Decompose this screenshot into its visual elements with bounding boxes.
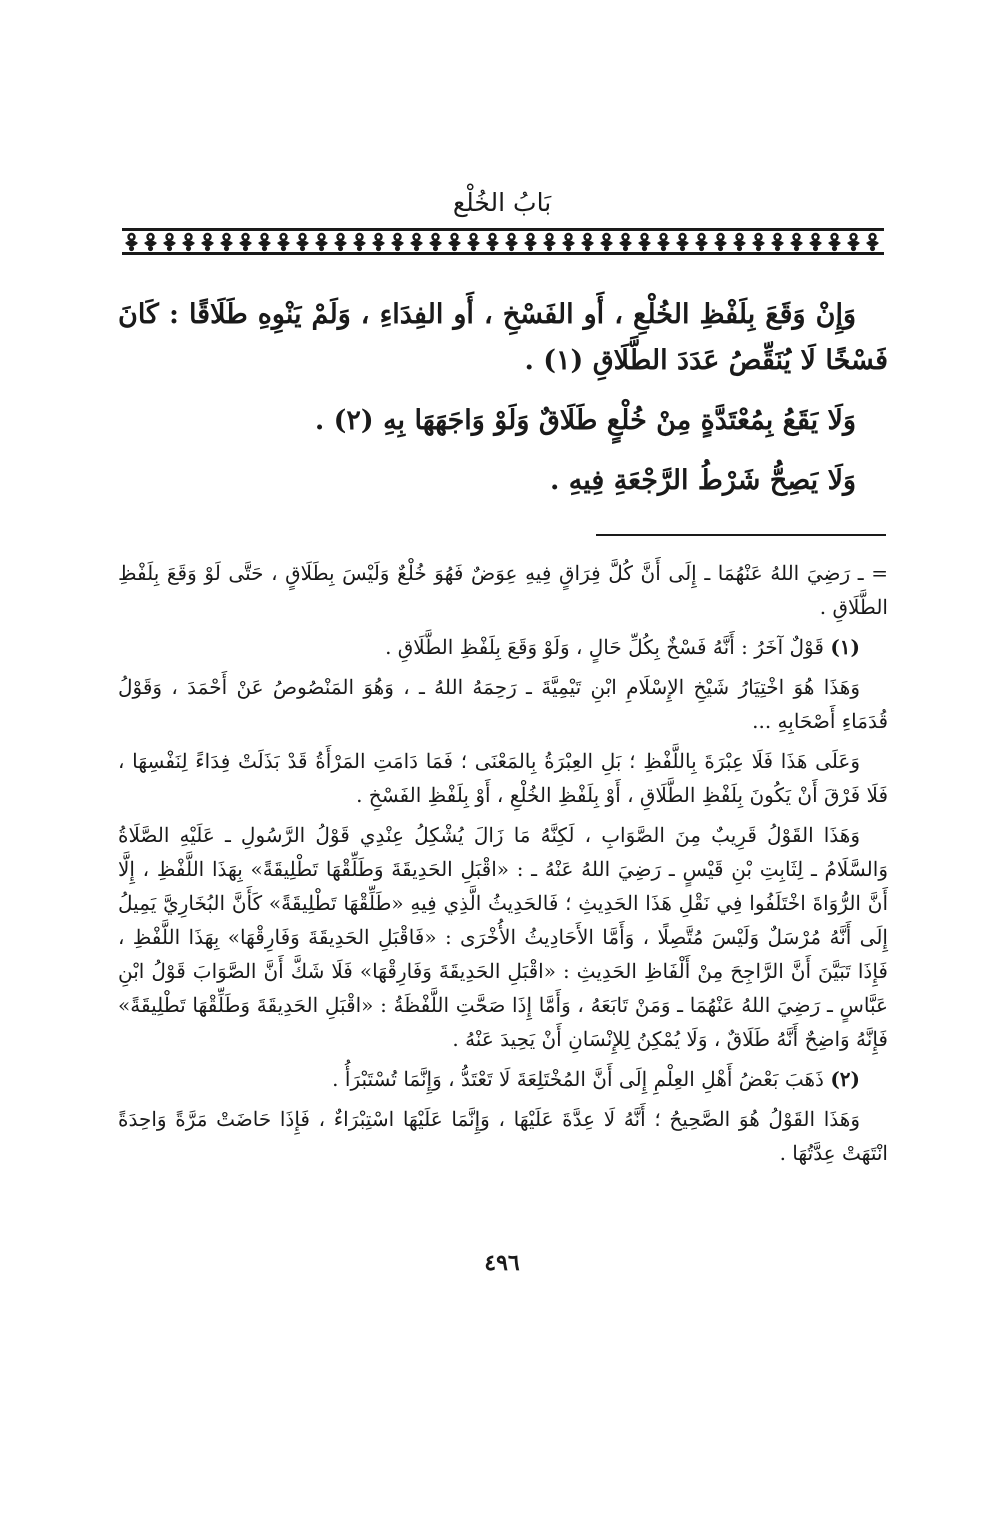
footnote-1-text: قَوْلٌ آخَرُ : أَنَّهُ فَسْخٌ بِكُلِّ حَالٍ ، وَلَوْ وَقَعَ بِلَفْظِ الطَّلَاقِ .: [385, 635, 824, 659]
footnote-2-text: ذَهَبَ بَعْضُ أَهْلِ العِلْمِ إِلَى أَنَّ المُخْتَلِعَةَ لَا تَعْتَدُّ ، وَإِنَّمَا تُسْتَبْرَأُ .: [332, 1067, 824, 1091]
footnote-paragraph-4: وَهَذَا القَوْلُ هُوَ الصَّحِيحُ ؛ أَنَّهُ لَا عِدَّةَ عَلَيْهَا ، وَإِنَّمَا عَلَيْهَا اسْتِبْرَاءٌ ، فَإِذَا حَاضَتْ مَرَّةً وَاحِدَةً انْتَهَتْ عِدَّتُهَا .: [118, 1107, 888, 1165]
page-number: ٤٩٦: [484, 1250, 520, 1276]
main-paragraph-3: وَلَا يَصِحُّ شَرْطُ الرَّجْعَةِ فِيهِ .: [549, 465, 856, 496]
main-paragraph-1: وَإِنْ وَقَعَ بِلَفْظِ الخُلْعِ ، أَو الفَسْخِ ، أَو الفِدَاءِ ، وَلَمْ يَنْوِهِ طَلَاقًا : كَانَ فَسْخًا لَا يُنَقِّصُ عَدَدَ الطَّلَاقِ (١) .: [118, 299, 888, 376]
ornamental-border: [122, 226, 884, 256]
footnote-separator: [596, 534, 886, 536]
footnote-paragraph-1: وَهَذَا هُوَ اخْتِيَارُ شَيْخِ الإِسْلَامِ ابْنِ تَيْمِيَّةَ ـ رَحِمَهُ اللهُ ـ ، وَهُوَ المَنْصُوصُ عَنْ أَحْمَدَ ، وَقَوْلُ قُدَمَاءِ أَصْحَابِهِ ...: [118, 675, 888, 733]
footnote-2-number: (٢): [830, 1067, 860, 1091]
footnote-paragraph-2: وَعَلَى هَذَا فَلَا عِبْرَةَ بِاللَّفْظِ ؛ بَلِ العِبْرَةُ بِالمَعْنَى ؛ فَمَا دَامَتِ المَرْأَةُ قَدْ بَذَلَتْ فِدَاءً لِنَفْسِهَا ، فَلَا فَرْقَ أَنْ يَكُونَ بِلَفْظِ الطَّلَاقِ ، أَوْ بِلَفْظِ الخُلْعِ ، أَوْ بِلَفْظِ الفَسْخِ .: [118, 749, 888, 807]
footnote-1: [118, 630, 888, 664]
footnotes: [118, 556, 888, 1176]
ornament-pattern-icon: [122, 226, 884, 256]
main-paragraph-2: وَلَا يَقَعُ بِمُعْتَدَّةٍ مِنْ خُلْعٍ طَلَاقٌ وَلَوْ وَاجَهَهَا بِهِ (٢) .: [314, 405, 856, 436]
footnote-2: [118, 1062, 888, 1096]
footnote-continuation: = ـ رَضِيَ اللهُ عَنْهُمَا ـ إِلَى أَنَّ كُلَّ فِرَاقٍ فِيهِ عِوَضٌ فَهُوَ خُلْعٌ وَلَيْسَ بِطَلَاقٍ ، حَتَّى لَوْ وَقَعَ بِلَفْظِ الطَّلَاقِ .: [118, 561, 888, 619]
footnote-1-number: (١): [830, 635, 860, 659]
chapter-title: بَابُ الخُلْع: [452, 188, 552, 217]
main-text: [118, 292, 888, 518]
footnote-paragraph-3: وَهَذَا القَوْلُ قَرِيبٌ مِنَ الصَّوَابِ ، لَكِنَّهُ مَا زَالَ يُشْكِلُ عِنْدِي قَوْلُ الرَّسُولِ ـ عَلَيْهِ الصَّلَاةُ وَالسَّلَامُ ـ لِثَابِتِ بْنِ قَيْسٍ ـ رَضِيَ اللهُ عَنْهُ ـ : «اقْبَلِ الحَدِيقَةَ وَطَلِّقْهَا تَطْلِيقَةً» بِهَذَا اللَّفْظِ ، إِلَّا أَنَّ الرُّوَاةَ اخْتَلَفُوا فِي نَقْلِ هَذَا الحَدِيثِ ؛ فَالحَدِيثُ الَّذِي فِيهِ «طَلِّقْهَا تَطْلِيقَةً» كَأَنَّ البُخَارِيَّ يَمِيلُ إِلَى أَنَّهُ مُرْسَلٌ وَلَيْسَ مُتَّصِلًا ، وَأَمَّا الأَحَادِيثُ الأُخْرَى : «فَاقْبَلِ الحَدِيقَةَ وَفَارِقْهَا» بِهَذَا اللَّفْظِ ، فَإِذَا تَبَيَّنَ أَنَّ الرَّاجِحَ مِنْ أَلْفَاظِ الحَدِيثِ : «اقْبَلِ الحَدِيقَةَ وَفَارِقْهَا» فَلَا شَكَّ أَنَّ الصَّوَابَ قَوْلُ ابْنِ عَبَّاسٍ ـ رَضِيَ اللهُ عَنْهُمَا ـ وَمَنْ تَابَعَهُ ، وَأَمَّا إِذَا صَحَّتِ اللَّفْظَةُ : «اقْبَلِ الحَدِيقَةَ وَطَلِّقْهَا تَطْلِيقَةً» فَإِنَّهُ وَاضِحٌ أَنَّهُ طَلَاقٌ ، وَلَا يُمْكِنُ لِلإِنْسَانِ أَنْ يَحِيدَ عَنْهُ .: [118, 823, 888, 1051]
